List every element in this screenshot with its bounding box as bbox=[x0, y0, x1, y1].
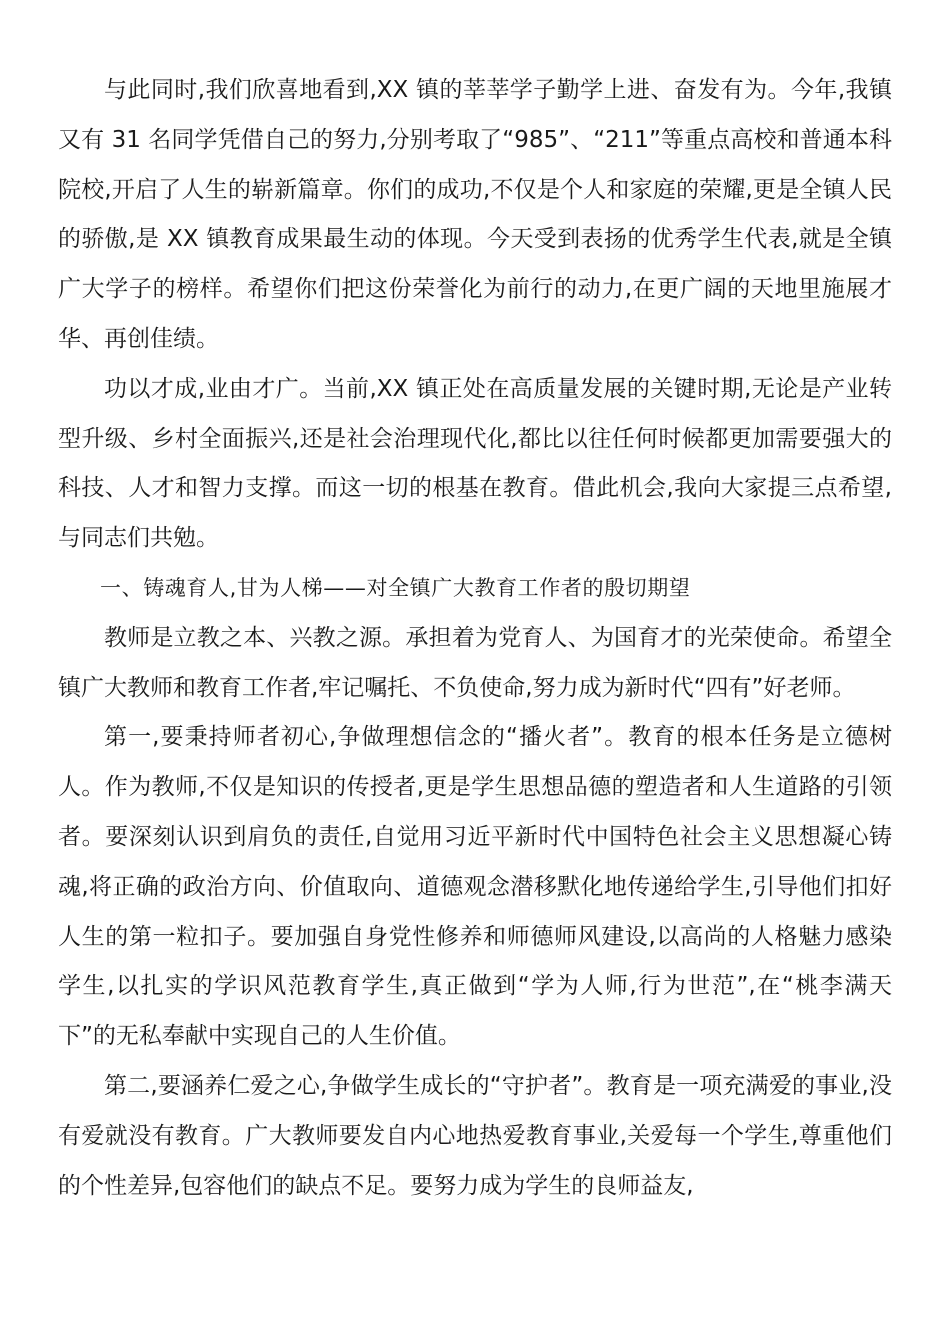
paragraph-point-two: 第二,要涵养仁爱之心,争做学生成长的“守护者”。教育是一项充满爱的事业,没有爱就没有教育。广大教师要发自内心地热爱教育事业,关爱每一个学生,尊重他们的个性差异,包容他们的缺点不足。要努力成为学生的良师益友, bbox=[58, 1072, 892, 1199]
paragraph-teachers: 教师是立教之本、兴教之源。承担着为党育人、为国育才的光荣使命。希望全镇广大教师和教育工作者,牢记嘱托、不负使命,努力成为新时代“四有”好老师。 bbox=[58, 624, 892, 701]
document-body bbox=[58, 66, 892, 1211]
section-heading-one: 一、铸魂育人,甘为人梯——对全镇广大教育工作者的殷切期望 bbox=[100, 575, 691, 600]
paragraph-point-one: 第一,要秉持师者初心,争做理想信念的“播火者”。教育的根本任务是立德树人。作为教师,不仅是知识的传授者,更是学生思想品德的塑造者和人生道路的引领者。要深刻认识到肩负的责任,自觉用习近平新时代中国特色社会主义思想凝心铸魂,将正确的政治方向、价值取向、道德观念潜移默化地传递给学生,引导他们扣好人生的第一粒扣子。要加强自身党性修养和师德师风建设,以高尚的人格魅力感染学生,以扎实的学识风范教育学生,真正做到“学为人师,行为世范”,在“桃李满天下”的无私奉献中实现自己的人生价值。 bbox=[58, 724, 892, 1050]
paragraph-talent: 功以才成,业由才广。当前,XX 镇正处在高质量发展的关键时期,无论是产业转型升级、乡村全面振兴,还是社会治理现代化,都比以往任何时候都更加需要强大的科技、人才和智力支撑。而这一切的根基在教育。借此机会,我向大家提三点希望,与同志们共勉。 bbox=[58, 375, 892, 552]
paragraph-graduates: 与此同时,我们欣喜地看到,XX 镇的莘莘学子勤学上进、奋发有为。今年,我镇又有 31 名同学凭借自己的努力,分别考取了“985”、“211”等重点高校和普通本科院校,开启了人生的崭新篇章。你们的成功,不仅是个人和家庭的荣耀,更是全镇人民的骄傲,是 XX 镇教育成果最生动的体现。今天受到表扬的优秀学生代表,就是全镇广大学子的榜样。希望你们把这份荣誉化为前行的动力,在更广阔的天地里施展才华、再创佳绩。 bbox=[58, 77, 892, 352]
